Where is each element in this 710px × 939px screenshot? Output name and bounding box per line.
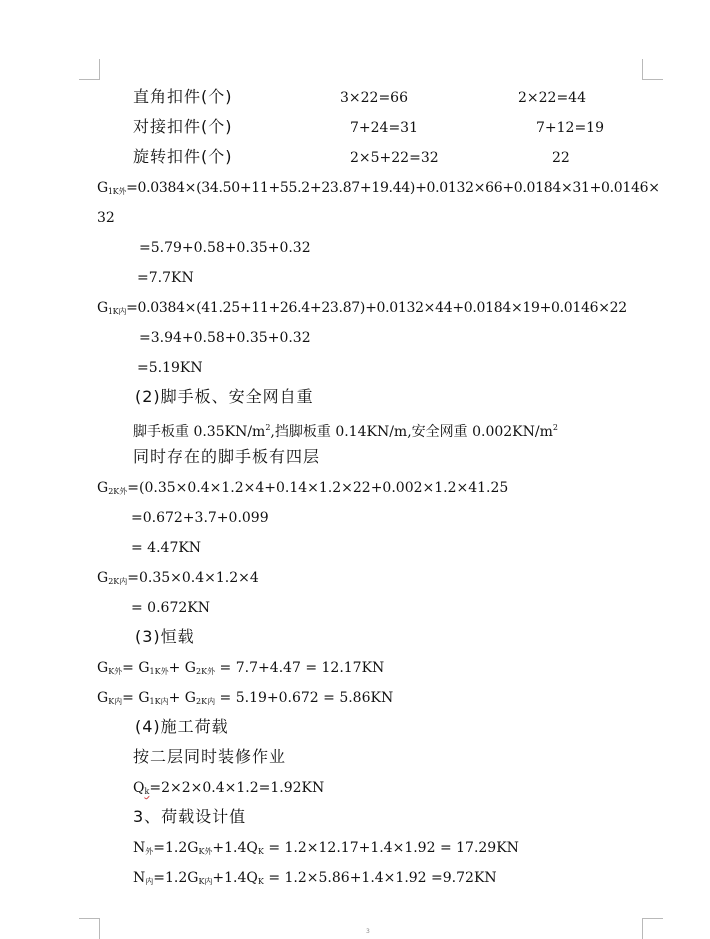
scaffold-layers-note: 同时存在的脚手板有四层 [133, 447, 321, 466]
formula-term: + G [168, 660, 196, 676]
formula-subscript: 1K外 [149, 667, 169, 676]
page-number: 3 [366, 928, 370, 935]
scaffold-weight-text: 脚手板重 0.35KN/m [133, 424, 266, 440]
section-heading-scaffold-board: (2)脚手板、安全网自重 [135, 387, 314, 406]
margin-corner-top-left [79, 59, 100, 80]
formula-symbol: G [97, 300, 108, 316]
formula-symbol: N [133, 870, 146, 886]
formula-expression: =(0.35×0.4×1.2×4+0.14×1.2×22+0.002×1.2×41.25 [127, 480, 509, 496]
formula-g2k-inner-result: = 0.672KN [131, 600, 210, 616]
formula-g1k-outer-wrap: 32 [97, 210, 115, 226]
margin-corner-top-right [642, 59, 663, 80]
formula-g1k-outer-step1: =5.79+0.58+0.35+0.32 [139, 240, 311, 256]
unit-superscript: 2 [552, 423, 558, 432]
formula-gk-outer [97, 658, 384, 682]
fastener-inner-right-angle: 2×22=44 [518, 90, 586, 106]
formula-qk [133, 778, 324, 802]
formula-result: = 1.2×5.86+1.4×1.92 =9.72KN [263, 870, 497, 886]
scaffold-weights-line [133, 418, 558, 442]
fastener-outer-butt: 7+24=31 [350, 120, 418, 136]
fastener-outer-rotating: 2×5+22=32 [350, 150, 439, 166]
formula-subscript: K [257, 877, 264, 886]
formula-subscript: 2K外 [108, 487, 128, 496]
section-heading-construction-load: (4)施工荷载 [135, 717, 229, 736]
formula-subscript: K内 [198, 877, 213, 886]
formula-symbol: G [97, 480, 109, 496]
formula-symbol: G [97, 660, 109, 676]
formula-subscript: 外 [145, 847, 154, 856]
formula-n-inner [133, 868, 497, 892]
formula-g1k-inner-result: =5.19KN [137, 360, 203, 376]
fastener-outer-right-angle: 3×22=66 [340, 90, 408, 106]
formula-symbol: G [97, 690, 109, 706]
formula-subscript: 内 [145, 877, 154, 886]
formula-term: =1.2G [153, 870, 199, 886]
formula-term: +1.4Q [212, 840, 258, 856]
formula-g2k-outer [97, 478, 508, 502]
formula-g2k-inner [97, 568, 259, 592]
formula-subscript: 1K外 [107, 187, 127, 196]
formula-subscript: 1K内 [107, 307, 127, 316]
formula-g1k-outer-result: =7.7KN [137, 270, 194, 286]
formula-subscript: 2K外 [196, 667, 216, 676]
formula-term: = G [122, 660, 150, 676]
formula-result: = 1.2×12.17+1.4×1.92 = 17.29KN [263, 840, 519, 856]
formula-subscript: 1K内 [149, 697, 169, 706]
formula-term: = G [122, 690, 150, 706]
fastener-name-butt: 对接扣件(个) [133, 117, 233, 136]
formula-subscript: K [257, 847, 264, 856]
fastener-name-rotating: 旋转扣件(个) [133, 147, 233, 166]
section-heading-design-values: 3、荷载设计值 [133, 807, 247, 826]
fastener-name-right-angle: 直角扣件(个) [133, 87, 233, 106]
formula-g1k-inner [97, 298, 627, 322]
formula-expression: =2×2×0.4×1.2=1.92KN [149, 780, 325, 796]
formula-term: +1.4Q [212, 870, 258, 886]
formula-symbol: G [97, 180, 108, 196]
formula-subscript: K内 [108, 697, 123, 706]
formula-result: = 7.7+4.47 = 12.17KN [215, 660, 385, 676]
margin-corner-bottom-right [642, 918, 663, 939]
formula-result: = 5.19+0.672 = 5.86KN [215, 690, 394, 706]
formula-subscript: 2K内 [108, 577, 128, 586]
other-weights-text: ,挡脚板重 0.14KN/m,安全网重 0.002KN/m [270, 424, 553, 440]
formula-subscript: 2K内 [196, 697, 216, 706]
formula-symbol: G [97, 570, 109, 586]
formula-n-outer [133, 838, 519, 862]
construction-load-note: 按二层同时装修作业 [133, 747, 287, 766]
unit-superscript: 2 [265, 423, 271, 432]
formula-expression: =0.0384×(41.25+11+26.4+23.87)+0.0132×44+0.0184×19+0.0146×22 [126, 300, 627, 316]
formula-subscript: K外 [198, 847, 213, 856]
fastener-inner-butt: 7+12=19 [536, 120, 604, 136]
formula-subscript: k [144, 787, 150, 796]
fastener-inner-rotating: 22 [552, 150, 570, 166]
section-heading-dead-load: (3)恒载 [135, 627, 195, 646]
formula-g2k-outer-result: = 4.47KN [131, 540, 202, 556]
formula-g2k-outer-step1: =0.672+3.7+0.099 [131, 510, 269, 526]
formula-expression: =0.0384×(34.50+11+55.2+23.87+19.44)+0.0132×66+0.0184×31+0.0146× [126, 180, 660, 196]
margin-corner-bottom-left [79, 918, 100, 939]
formula-subscript: K外 [108, 667, 123, 676]
formula-g1k-outer [97, 178, 660, 202]
formula-expression: =0.35×0.4×1.2×4 [127, 570, 259, 586]
formula-symbol: Q [133, 780, 145, 796]
formula-symbol: N [133, 840, 146, 856]
formula-g1k-inner-step1: =3.94+0.58+0.35+0.32 [139, 330, 311, 346]
formula-gk-inner [97, 688, 393, 712]
formula-term: =1.2G [153, 840, 199, 856]
formula-term: + G [168, 690, 196, 706]
